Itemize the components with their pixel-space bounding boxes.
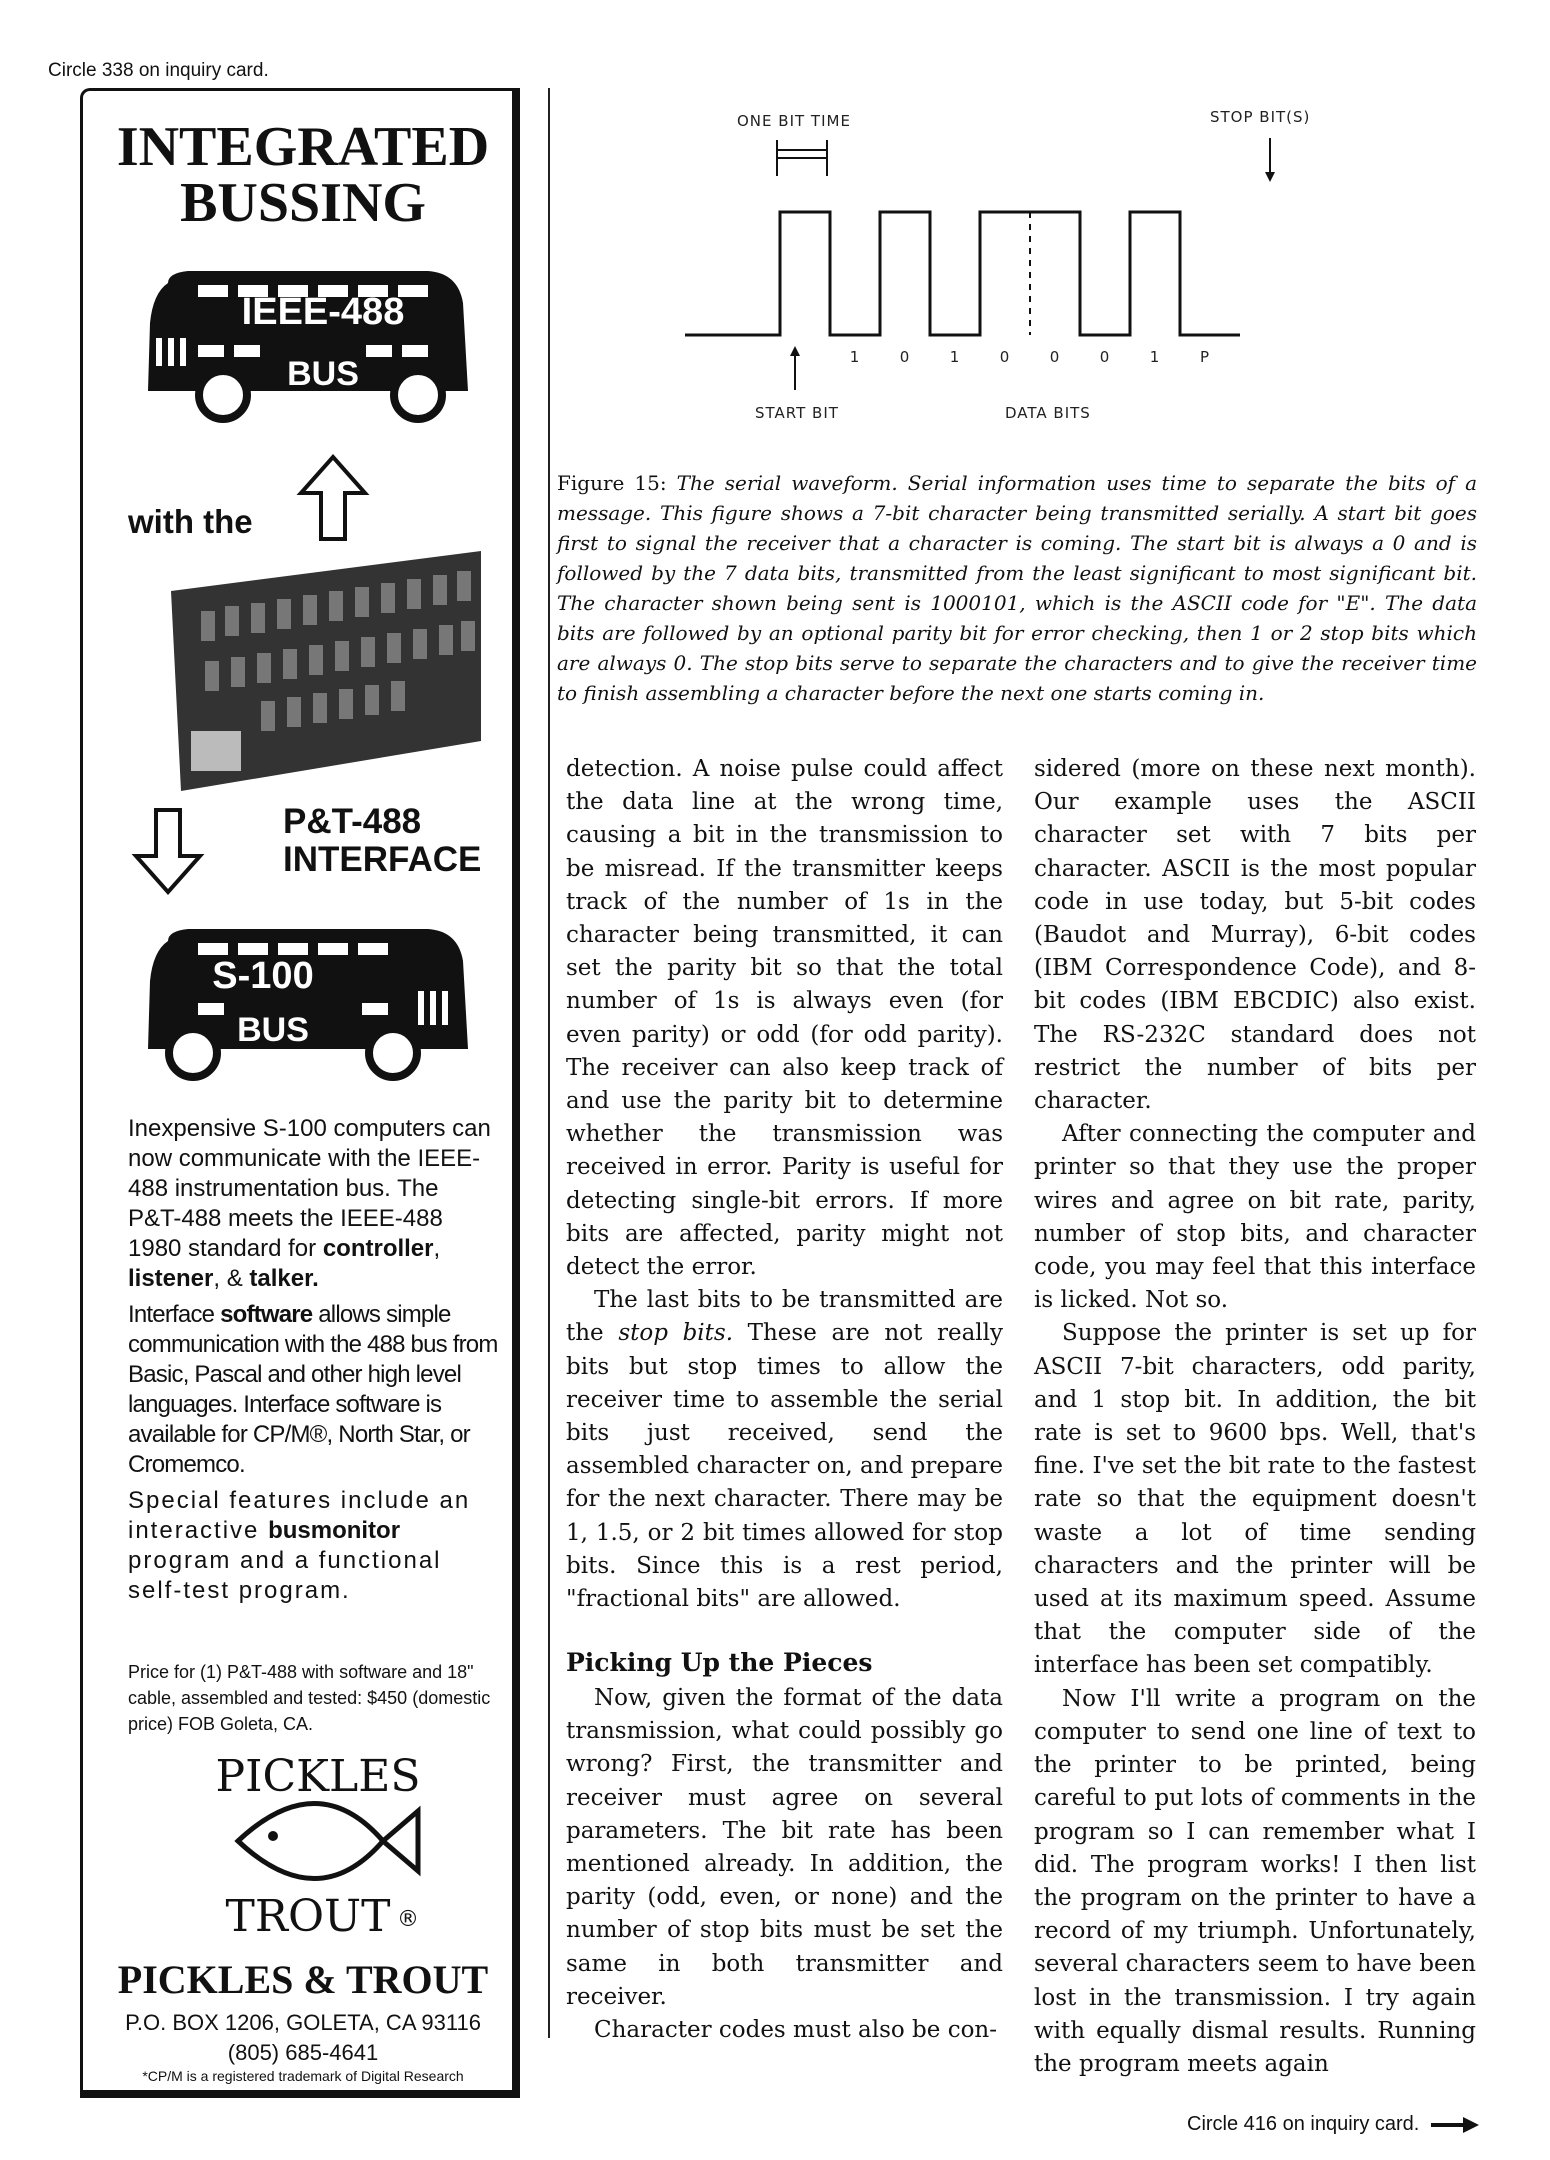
interface-label [283,803,481,879]
phone-number: (805) 685-4641 [227,2040,379,2065]
bit-value: 0 [1049,348,1061,366]
start-bit-label: START BIT [755,404,839,422]
bus-icon [128,921,478,1081]
circle-inquiry-bottom [1187,2113,1479,2136]
logo-registered: ® [397,1907,419,1932]
caption-text: The serial waveform. Serial information uses time to separate the bits of a message. This figure shows a 7-bit character being transmitted serially. A start bit goes first to signal the receiver that a character is coming. The start bit is always a 0 and is followed by the 7 data bits, transmitted from the least significant to most significant bit. The character shown being sent is 1000101, which is the ASCII code for "E". The data bits are followed by an optional parity bit for error checking, then 1 or 2 stop bits which are always 0. The stop bits serve to separate the characters and to give the receiver time to finish assembling a character before the next one starts coming in. [557,471,1477,705]
paragraph: Now I'll write a program on the computer to send one line of text to the printer to be printed, being careful to put lots of comments in the program so I can remember what I did. The program works! I then list the program on the printer to have a record of my triumph. Unfortunately, several characters seem to have been lost in the transmission. I try again with equally dismal results. Running the program meets again [1034,1685,1476,2077]
bus2-bottom-label: BUS [237,1011,309,1049]
data-bits-label: DATA BITS [1005,404,1091,422]
company-address [83,2008,523,2068]
ad-p2-b: allows simple communication with the 488 bus from Basic, Pascal and other high level languages. Interface software is available for CP/M®, North Star, or Cromemco. [128,1301,498,1478]
ad-paragraph [128,1300,498,1480]
s100-bus-illustration [128,921,478,1081]
ad-paragraph [128,1114,498,1294]
ad-body [128,1114,498,1612]
logo-bottom-text: TROUT [225,1891,391,1942]
bit-value: 0 [999,348,1011,366]
paragraph: Character codes must also be con- [594,2017,998,2044]
advertisement [80,88,520,2098]
ad-title [83,116,523,234]
fish-logo-icon [208,1726,428,1956]
bit-value: 1 [949,348,961,366]
ad-p1-sep2: , & [213,1265,243,1292]
bit-value: 1 [1149,348,1161,366]
paragraph [566,1284,1003,1616]
paragraph: sidered (more on these next month). Our example uses the ASCII character set with 7 bits per character. ASCII is the most popular code in use today, but 5-bit codes (Baudot and Murray), 6-bit codes (IBM Correspondence Code), and 8-bit codes (IBM EBCDIC) also exist. The RS-232C standard does not restrict the number of bits per character. [1034,756,1476,1115]
bit-value: 1 [849,348,861,366]
logo-top-text: PICKLES [215,1751,421,1802]
company-name: PICKLES & TROUT [117,1957,489,2002]
bit-value: 0 [1099,348,1111,366]
section-heading: Picking Up the Pieces [566,1648,873,1677]
paragraph: After connecting the computer and printer so that they use the proper wires and agree on bit rate, parity, number of stop bits, and character code, you may feel that this interface is licked. Not so. [1034,1121,1476,1314]
ad-p1-bold1: controller [322,1235,434,1262]
circle-bottom-text: Circle 416 on inquiry card. [1187,2113,1420,2135]
circuit-board-image [161,551,491,791]
bit-value: P [1199,348,1211,366]
article-column-2 [1034,753,1476,2081]
ieee-bus-illustration [128,263,478,423]
paragraph: Now, given the format of the data transmission, what could possibly go wrong? First, the transmitter and receiver must agree on several parameters. The bit rate has been mentioned already. In addition, the parity (odd, even, or none) and the number of stop bits must be set the same in both transmitter and receiver. [566,1685,1003,2010]
caption-lead: Figure 15: [557,471,667,495]
pickles-trout-logo [208,1726,428,1956]
bus1-top-label: IEEE-488 [241,291,405,333]
paragraph-part: The last bits to be transmitted are the [566,1287,1003,1347]
data-bit-values [850,348,1210,366]
arrow-down-icon [128,806,208,896]
with-the-label: with the [128,503,253,540]
ad-p1-bold3: talker. [249,1265,319,1292]
price-note: Price for (1) P&T-488 with software and 18" cable, assembled and tested: $450 (domestic price) FOB Goleta, CA. [128,1662,491,1734]
article-column-1-continued [566,1682,1003,2047]
figure-caption [557,468,1477,708]
address-line1: P.O. BOX 1206, GOLETA, CA 93116 [125,2010,481,2035]
ad-p3-a: Special features include an interactive [128,1487,471,1544]
bus-icon [128,263,478,423]
trademark-note: *CP/M is a registered trademark of Digital Research [142,2068,464,2084]
ad-p3-bold: busmonitor [268,1517,401,1544]
paragraph-part: These are not really bits but stop times to allow the receiver time to assemble the serial bits just received, send the assembled character on, and prepare for the next character. There may be 1, 1.5, or 2 bit times allowed for stop bits. Since this is a rest period, "fractional bits" are allowed. [566,1320,1003,1613]
interface-line2: INTERFACE [283,840,482,879]
circle-inquiry-top: Circle 338 on inquiry card. [48,60,269,81]
ad-p2-a: Interface [128,1301,215,1328]
interface-line1: P&T-488 [283,802,422,841]
ad-p1-bold2: listener [128,1265,214,1292]
arrow-right-icon [1431,2117,1479,2133]
ad-p2-bold: software [220,1301,313,1328]
column-divider [548,88,550,2038]
paragraph: Suppose the printer is set up for ASCII 7-bit characters, odd parity, and 1 stop bit. In addition, the bit rate is set to 9600 bps. Well, that's fine. I've set the bit rate to the fastest rate so that the equipment doesn't waste a lot of time sending characters and the printer will be used at its maximum speed. Assume that the computer side of the interface has been set compatibly. [1034,1320,1476,1679]
stop-bits-term: stop bits. [618,1320,734,1347]
ad-p1-text: Inexpensive S-100 computers can now communicate with the IEEE-488 instrumentation bus. The P&T-488 meets the IEEE-488 1980 standard for [128,1115,491,1262]
ad-title-line2: BUSSING [180,172,426,234]
ad-paragraph [128,1486,498,1606]
arrow-up-icon [293,453,373,543]
bus2-top-label: S-100 [212,955,314,997]
ad-p1-sep1: , [433,1235,441,1262]
ad-p3-b: program and a functional self-test program. [128,1547,442,1604]
bus1-bottom-label: BUS [287,355,359,393]
stop-bits-label: STOP BIT(S) [1210,108,1311,126]
bit-value: 0 [899,348,911,366]
paragraph: detection. A noise pulse could affect the data line at the wrong time, causing a bit in the transmission to be misread. If the transmitter keeps track of the number of 1s in the character being transmitted, it can set the parity bit so that the total number of 1s is always even (for even parity) or odd (for odd parity). The receiver can also keep track of and use the parity bit to determine whether the transmission was received in error. Parity is useful for detecting single-bit errors. If more bits are affected, parity might not detect the error. [566,756,1003,1281]
serial-waveform-figure [665,100,1335,440]
article-column-1 [566,753,1003,1616]
ad-title-line1: INTEGRATED [116,116,490,178]
one-bit-time-label: ONE BIT TIME [737,112,851,130]
